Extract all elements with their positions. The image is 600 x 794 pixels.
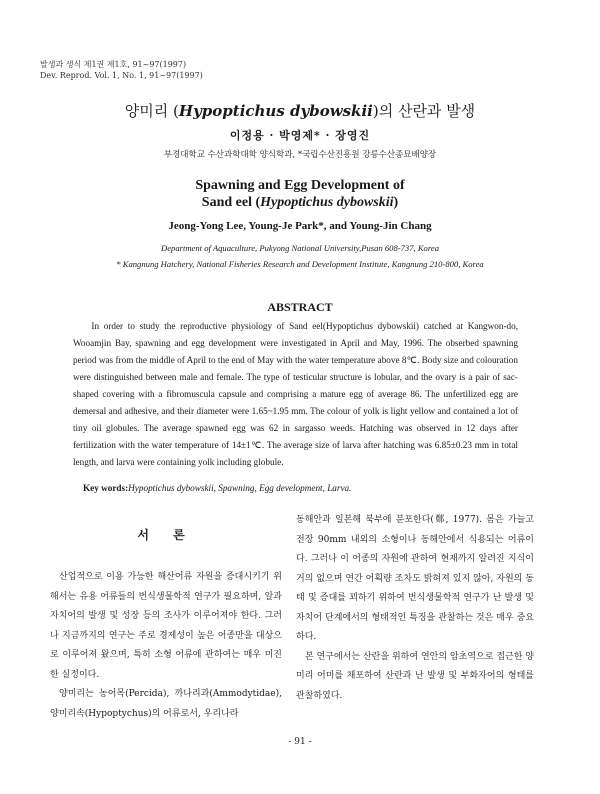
korean-title (0, 100, 600, 121)
body-paragraph: 본 연구에서는 산란을 위하여 연안의 암초역으로 접근한 양미리 어미를 채포하여 산란과 난 발생 및 부화자어의 형태를 관찰하였다. (296, 651, 534, 701)
korean-authors: 이정용 · 박영제* · 장영진 (229, 129, 371, 142)
korean-title-species: Hypoptichus dybowskii (178, 102, 373, 120)
korean-title-suffix: )의 산란과 발생 (372, 102, 476, 120)
body-paragraph: 동해안과 일본해 북부에 분포한다(鄭, 1977). 몸은 가늘고 전장 90mm 내외의 소형이나 동해안에서 식용되는 어류이다. 그러나 이 어종의 자원에 관하여 현재까지 알려진 지식이 거의 없으며 연간 어획량 조차도 밝혀져 있지 않아, 자원의 동태 및 증대를 꾀하기 위하여 번식생물학적 연구가 난 발생 및 자치어 단계에서의 형태적인 특징을 관찰하는 것은 매우 중요하다. (296, 515, 534, 642)
body-paragraph: 양미리는 농어목(Percida), 까나리과(Ammodytidae), 양미리속(Hypoptychus)의 어류로서, 우리나라 (50, 689, 282, 719)
body-paragraph: 산업적으로 이용 가능한 해산어류 자원을 증대시키기 위해서는 유용 어류들의 번식생물학적 연구가 필요하며, 알과 자치어의 발생 및 성장 등의 조사가 이루어져야 한다. 그러나 지금까지의 연구는 주로 경제성이 높은 어종만을 대상으로 이루어져 왔으며, 특히 소형 어류에 관하여는 매우 미진한 실정이다. (50, 572, 282, 680)
english-title-species: Hypoptichus dybowskii (260, 195, 394, 210)
section-heading-introduction: 서 론 (137, 528, 195, 542)
journal-citation-english: Dev. Reprod. Vol. 1, No. 1, 91~97(1997) (40, 71, 203, 80)
english-title-suffix: ) (393, 195, 399, 210)
english-authors: Jeong-Yong Lee, Young-Je Park*, and Young-Jin Chang (168, 220, 432, 232)
english-affiliation-1: Department of Aquaculture, Pukyong National University,Pusan 608-737, Korea (161, 243, 439, 253)
body-column-left (50, 568, 282, 724)
english-title-prefix: Sand eel ( (201, 195, 261, 210)
korean-title-prefix: 양미리 ( (124, 102, 179, 120)
abstract-heading: ABSTRACT (267, 300, 333, 314)
keywords-list: Hypoptichus dybowskii, Spawning, Egg development, Larva. (128, 483, 352, 493)
english-affiliation (40, 240, 560, 272)
english-affiliation-2: * Kangnung Hatchery, National Fisheries Research and Development Institute, Kangnung 210-800, Korea (116, 259, 484, 269)
journal-citation-korean: 발생과 생식 제1권 제1호, 91~97(1997) (40, 60, 187, 69)
abstract-text: In order to study the reproductive physiology of Sand eel(Hypoptichus dybowskii) catched at Kangwon-do, Wooamjin Bay, spawning and egg development were investigated in April and May, 1996. The obserbed spawning period was from the middle of April to the end of May with the water temperature above 8℃. Body size and colouration were distinguished between male and female. The type of testicular structure is lobular, and the ovary is a pair of sac-shaped covering with a fibromuscula capsule and comprising a mature egg of average 86. The unfertilized egg are demersal and adhesive, and their diameter were 1.65~1.95 mm. The colour of yolk is light yellow and contained a lot of tiny oil globules. The average spawned egg was 62 in sargasso weeds. Hatching was observed in 12 days after fertilization with the water temperature of 14±1℃. The average size of larva after hatching was 6.85±0.23 mm in total length, and larva were containing yolk including globule. (73, 321, 518, 467)
journal-citation (40, 59, 203, 81)
korean-affiliation: 부경대학교 수산과학대학 양식학과, *국립수산진흥원 강릉수산종묘배양장 (163, 150, 437, 160)
keywords-label: Key words: (83, 483, 129, 493)
keywords (83, 483, 523, 493)
page-number: - 91 - (288, 737, 312, 747)
english-title-line2 (0, 194, 600, 211)
english-title (0, 177, 600, 211)
english-title-line1: Spawning and Egg Development of (195, 178, 405, 193)
body-column-right (296, 511, 534, 706)
